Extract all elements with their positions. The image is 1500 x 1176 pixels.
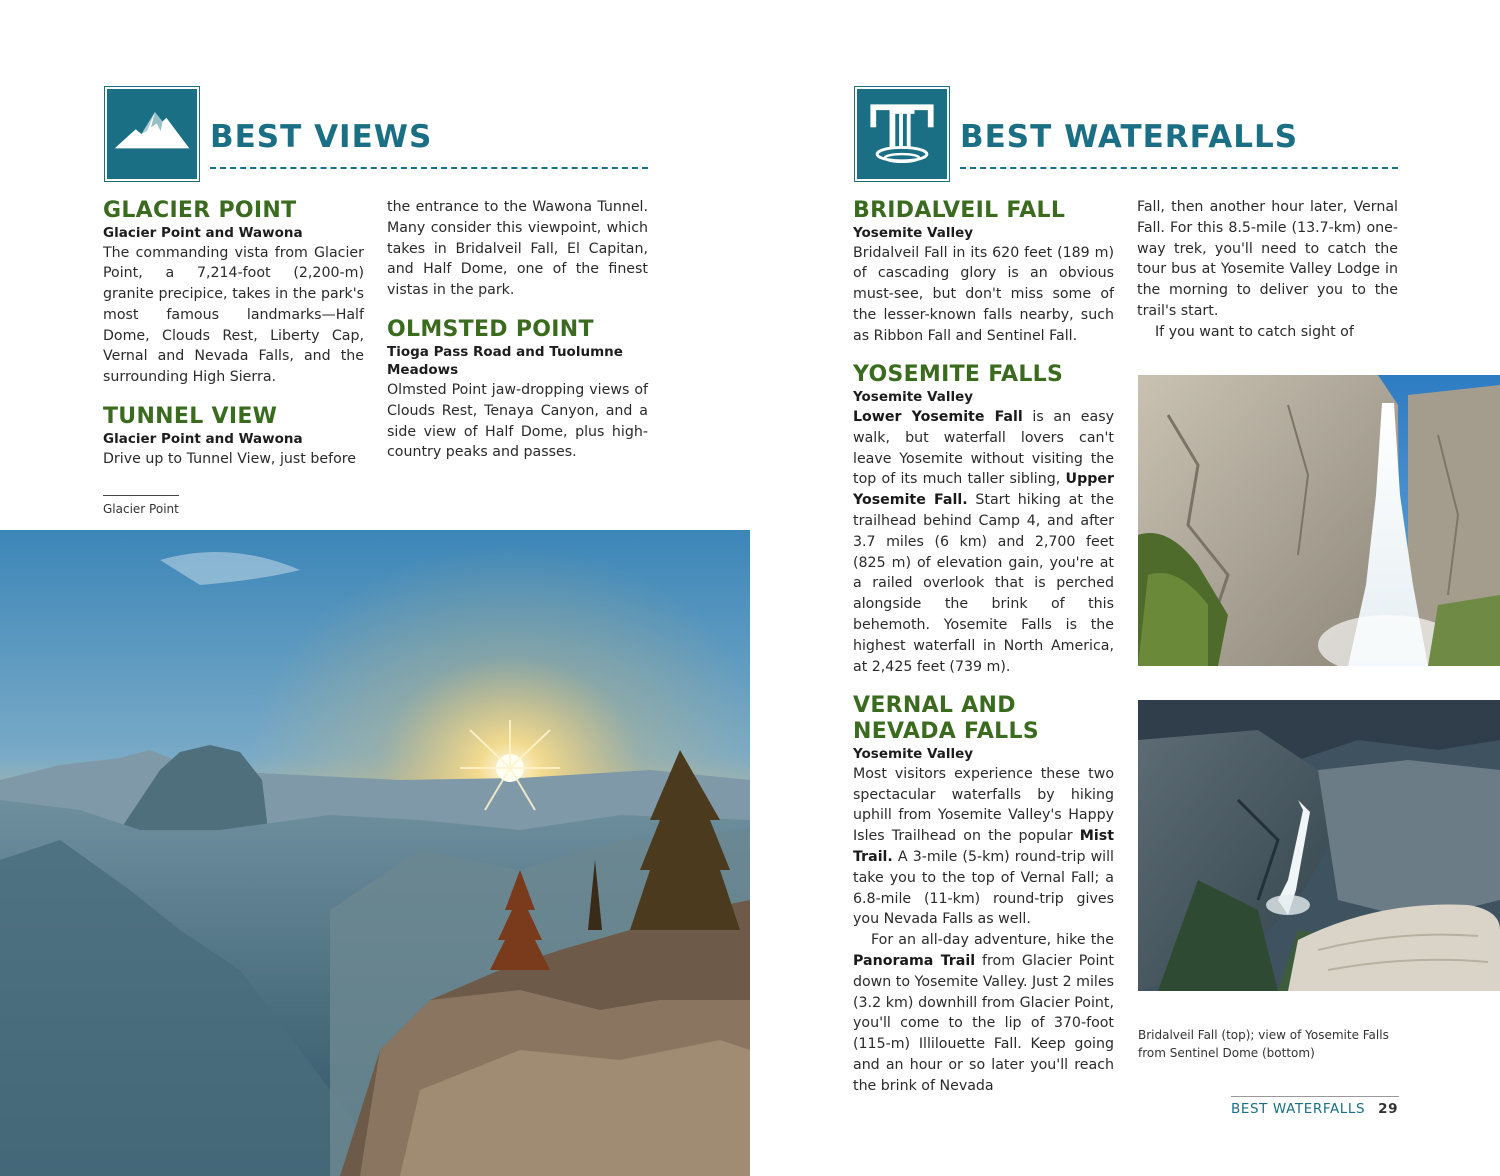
heading-olmsted-point: OLMSTED POINT (387, 316, 594, 342)
running-footer (1231, 1101, 1398, 1117)
section-divider (210, 167, 648, 169)
right-col-1 (853, 198, 1114, 1097)
bold-panorama-trail: Panorama Trail (853, 953, 976, 970)
body-vernal-nevada-p2: For an all-day adventure, hike the Panorama Trail from Glacier Point down to Yosemite Valley. Just 2 miles (3.2 km) downhill from Glacier Point, you'll come to the lip of 370-foot (115-m) Illilouette Fall. Keep going and an hour or so later you'll reach the brink of Nevada (853, 932, 1114, 1094)
photo-caption-waterfalls: Bridalveil Fall (top); view of Yosemite Falls from Sentinel Dome (bottom) (1138, 1028, 1389, 1060)
right-col-2 (1137, 197, 1398, 343)
location-olmsted-point: Tioga Pass Road and Tuolumne Meadows (387, 343, 623, 379)
section-divider (960, 167, 1398, 169)
photo-caption-glacier-point: Glacier Point (103, 502, 179, 516)
body-vernal-nevada-p1: Most visitors experience these two spectacular waterfalls by hiking uphill from Yosemite Valley's Happy Isles Trailhead on the popular Mist Trail. A 3-mile (5-km) round-trip will take you to the top of Vernal Fall; a 6.8-mile (11-km) round-trip gives you Nevada Falls as well. (853, 765, 1114, 928)
waterfall-icon (857, 89, 947, 179)
best-views-icon-box (105, 87, 199, 181)
bold-lower-yosemite-fall: Lower Yosemite Fall (853, 408, 1023, 425)
location-bridalveil-fall: Yosemite Valley (853, 225, 974, 241)
body-yosemite-falls: Lower Yosemite Fall is an easy walk, but waterfall lovers can't leave Yosemite without visiting the top of its much taller sibling, Upper Yosemite Fall. Start hiking at the trailhead behind Camp 4, and after 3.7 miles (6 km) and 2,700 feet (825 m) of elevation gain, you're at a railed overlook that is perched alongside the brink of this behemoth. Yosemite Falls is the highest waterfall in North America, at 2,425 feet (739 m). (853, 408, 1114, 675)
heading-vernal-nevada-line2: NEVADA FALLS (853, 719, 1039, 745)
location-glacier-point: Glacier Point and Wawona (103, 225, 303, 241)
folio-rule (1231, 1096, 1399, 1097)
section-title-best-waterfalls: BEST WATERFALLS (960, 119, 1299, 155)
best-waterfalls-icon-box (855, 87, 949, 181)
heading-tunnel-view: TUNNEL VIEW (103, 404, 278, 430)
left-col-1 (103, 198, 364, 469)
heading-yosemite-falls: YOSEMITE FALLS (853, 362, 1064, 388)
heading-glacier-point: GLACIER POINT (103, 198, 297, 223)
caption-rule (103, 495, 179, 496)
bold-mist-trail: Mist Trail. (853, 828, 1114, 866)
body-tunnel-view-cont: the entrance to the Wawona Tunnel. Many consider this viewpoint, which takes in Bridalveil Fall, El Capitan, and Half Dome, one of the finest vistas in the park. (387, 199, 648, 299)
body-glacier-point: The commanding vista from Glacier Point, a 7,214-foot (2,200-m) granite precipice, takes in the park's most famous landmarks—Half Dome, Clouds Rest, Liberty Cap, Vernal and Nevada Falls, and the surrounding High Sierra. (103, 244, 364, 386)
mountain-icon (107, 89, 197, 179)
location-vernal-nevada: Yosemite Valley (853, 746, 974, 763)
body-col2-p1: Fall, then another hour later, Vernal Fall. For this 8.5-mile (13.7-km) one-way trek, you'll need to catch the tour bus at Yosemite Valley Lodge in the morning to deliver you to the trail's start. (1137, 199, 1398, 319)
body-olmsted-point: Olmsted Point jaw-dropping views of Clouds Rest, Tenaya Canyon, and a side view of Half Dome, plus high-country peaks and passes. (387, 381, 648, 461)
body-tunnel-view-start: Drive up to Tunnel View, just before (103, 450, 357, 467)
left-col-2 (387, 197, 648, 463)
yosemite-falls-photo (1138, 700, 1500, 991)
body-bridalveil-fall: Bridalveil Fall in its 620 feet (189 m) of cascading glory is an obvious must-see, but don't miss some of the lesser-known falls nearby, such as Ribbon Fall and Sentinel Fall. (853, 244, 1114, 344)
body-col2-p2: If you want to catch sight of (1155, 323, 1354, 340)
section-title-best-views: BEST VIEWS (210, 119, 433, 155)
bold-upper-yosemite-fall: Upper Yosemite Fall. (853, 471, 1114, 509)
location-tunnel-view: Glacier Point and Wawona (103, 431, 303, 448)
folio-label: BEST WATERFALLS (1231, 1101, 1366, 1117)
heading-bridalveil-fall: BRIDALVEIL FALL (853, 198, 1066, 223)
heading-vernal-nevada-line1: VERNAL AND (853, 693, 1016, 719)
page-number: 29 (1378, 1101, 1399, 1117)
location-yosemite-falls: Yosemite Valley (853, 389, 974, 406)
glacier-point-photo (0, 530, 750, 1176)
bridalveil-fall-photo (1138, 375, 1500, 666)
